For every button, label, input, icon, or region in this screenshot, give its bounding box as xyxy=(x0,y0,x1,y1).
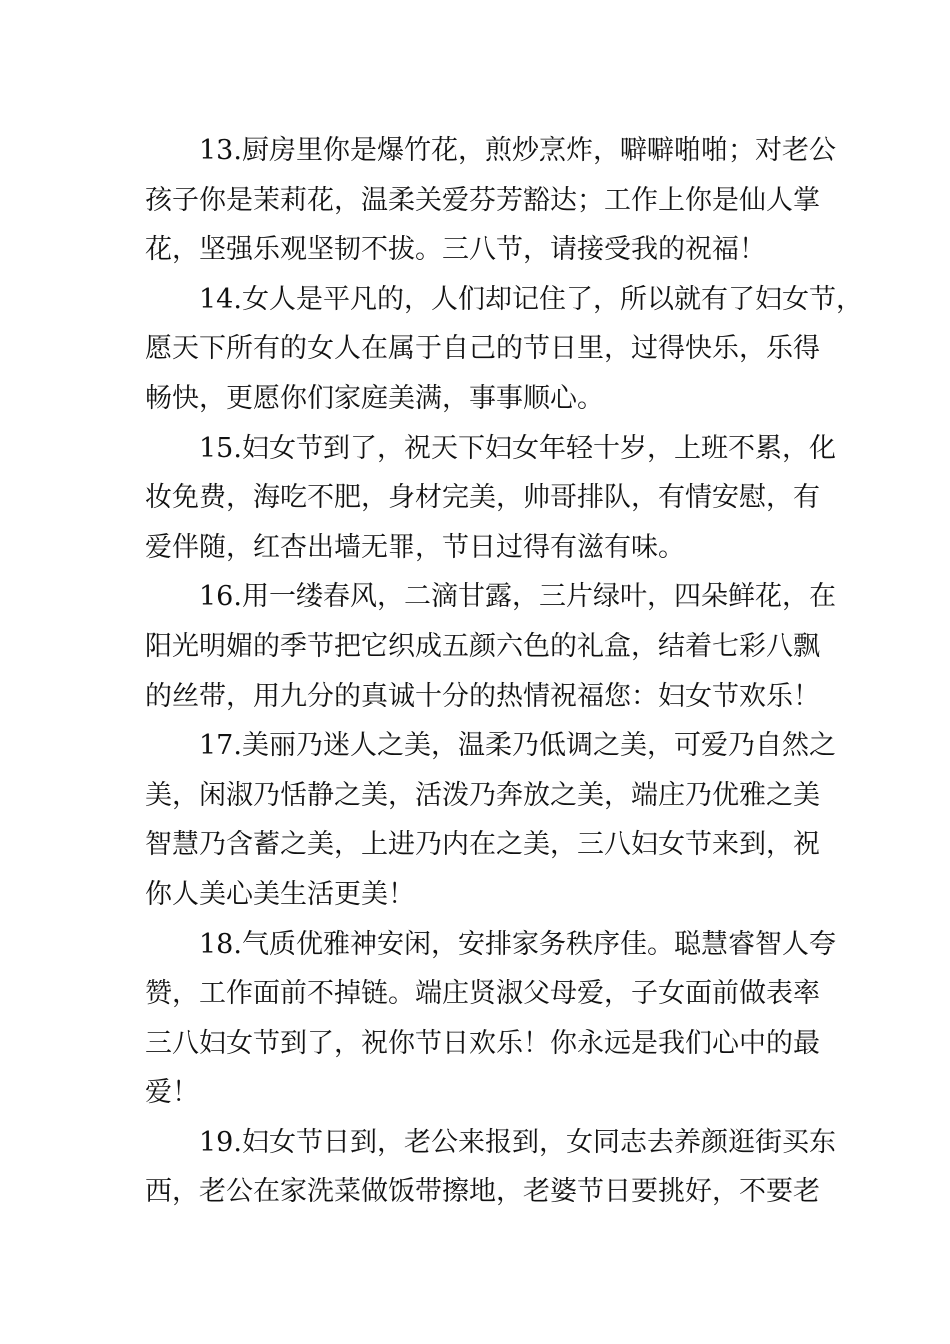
text-line: 三八妇女节到了，祝你节日欢乐！你永远是我们心中的最 xyxy=(145,1027,820,1059)
text-line: 智慧乃含蓄之美，上进乃内在之美，三八妇女节来到，祝 xyxy=(145,829,820,861)
text-line: 西，老公在家洗菜做饭带擦地，老婆节日要挑好，不要老 xyxy=(145,1176,820,1208)
text-line: 爱伴随，红杏出墙无罪，节日过得有滋有味。 xyxy=(145,531,685,563)
text-line: 14.女人是平凡的，人们却记住了，所以就有了妇女节， xyxy=(199,283,863,315)
paragraph-17 xyxy=(145,721,836,919)
text-line: 16.用一缕春风，二滴甘露，三片绿叶，四朵鲜花，在 xyxy=(199,581,836,613)
text-line: 赞，工作面前不掉链。端庄贤淑父母爱，子女面前做表率 xyxy=(145,978,820,1010)
text-line: 美，闲淑乃恬静之美，活泼乃奔放之美，端庄乃优雅之美 xyxy=(145,779,820,811)
text-line: 18.气质优雅神安闲，安排家务秩序佳。聪慧睿智人夸 xyxy=(199,928,836,960)
paragraph-16 xyxy=(145,572,836,721)
text-line: 畅快，更愿你们家庭美满，事事顺心。 xyxy=(145,382,604,414)
text-line: 的丝带，用九分的真诚十分的热情祝福您：妇女节欢乐！ xyxy=(145,680,820,712)
text-line: 13.厨房里你是爆竹花，煎炒烹炸，噼噼啪啪；对老公 xyxy=(199,135,836,166)
text-line: 孩子你是茉莉花，温柔关爱芬芳豁达；工作上你是仙人掌 xyxy=(145,184,820,216)
text-line: 17.美丽乃迷人之美，温柔乃低调之美，可爱乃自然之 xyxy=(199,730,836,762)
text-line: 愿天下所有的女人在属于自己的节日里，过得快乐，乐得 xyxy=(145,333,820,365)
document-body xyxy=(145,126,863,1217)
text-line: 花，坚强乐观坚韧不拔。三八节，请接受我的祝福！ xyxy=(145,234,766,266)
paragraph-15 xyxy=(145,424,836,573)
paragraph-18 xyxy=(145,920,836,1118)
text-line: 妆免费，海吃不肥，身材完美，帅哥排队，有情安慰，有 xyxy=(145,482,820,514)
text-line: 爱！ xyxy=(145,1077,199,1109)
text-line: 19.妇女节日到，老公来报到，女同志去养颜逛街买东 xyxy=(199,1126,836,1158)
text-line: 阳光明媚的季节把它织成五颜六色的礼盒，结着七彩八飘 xyxy=(145,630,820,662)
paragraph-14 xyxy=(145,275,863,424)
paragraph-19 xyxy=(145,1118,836,1217)
text-line: 15.妇女节到了，祝天下妇女年轻十岁，上班不累，化 xyxy=(199,432,836,464)
text-line: 你人美心美生活更美！ xyxy=(145,878,415,910)
paragraph-13 xyxy=(145,126,836,275)
